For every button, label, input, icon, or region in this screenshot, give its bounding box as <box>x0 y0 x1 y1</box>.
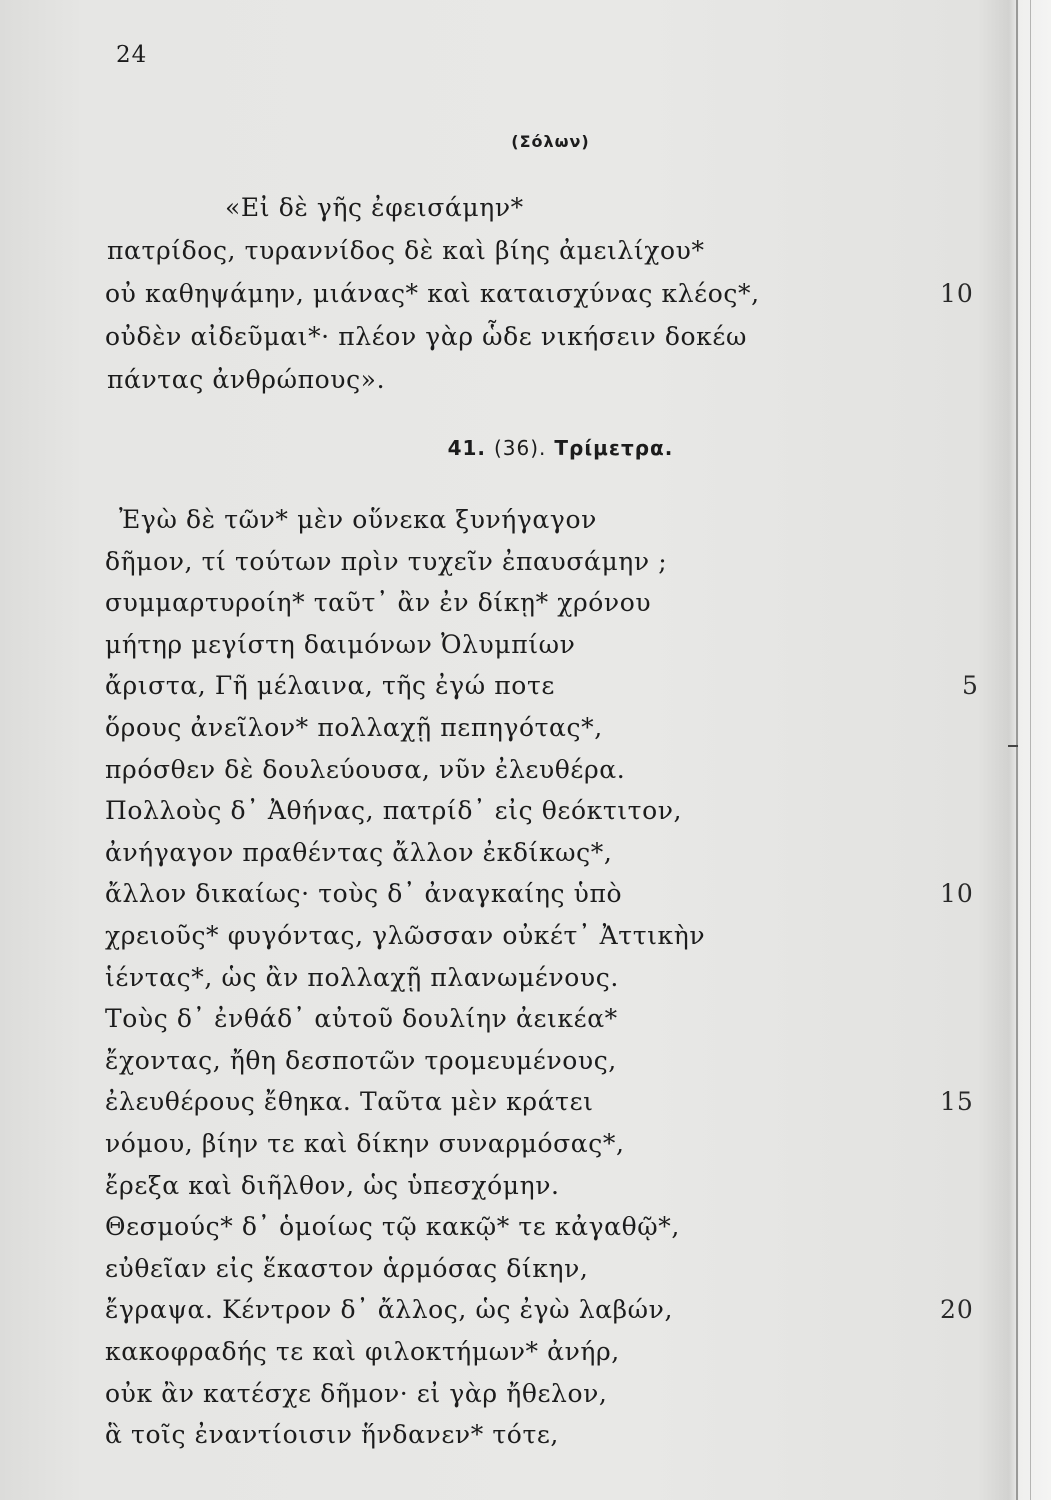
verse-line: Θεσμούς* δ᾽ ὁμοίως τῷ κακῷ* τε κἀγαθῷ*, <box>105 1212 680 1242</box>
verse-line: ἄριστα, Γῆ μέλαινα, τῆς ἐγώ ποτε <box>105 671 555 701</box>
verse-line: ἀνήγαγον πραθέντας ἄλλον ἐκδίκως*, <box>105 837 613 867</box>
verse-line: πρόσθεν δὲ δουλεύουσα, νῦν ἐλευθέρα. <box>105 754 626 784</box>
verse-line: ἔρεξα καὶ διῆλθον, ὡς ὑπεσχόμην. <box>105 1170 560 1200</box>
section-title-text: Τρίμετρα. <box>554 436 674 460</box>
author-heading: (Σόλων) <box>511 132 590 151</box>
verse-line: πάντας ἀνθρώπους». <box>107 365 386 394</box>
verse-line: νόμου, βίην τε καὶ δίκην συναρμόσας*, <box>105 1129 625 1158</box>
line-number: 10 <box>940 279 974 308</box>
verse-line: Τοὺς δ᾽ ἐνθάδ᾽ αὐτοῦ δουλίην ἀεικέα* <box>105 1004 618 1034</box>
verse-line: ἱέντας*, ὡς ἂν πολλαχῇ πλανωμένους. <box>105 962 619 992</box>
verse-line: «Εἰ δὲ γῆς ἐφεισάμην* <box>225 193 524 222</box>
line-number: 20 <box>940 1295 974 1325</box>
section-alt-number: (36). <box>493 436 547 460</box>
verse-line: πατρίδος, τυραννίδος δὲ καὶ βίης ἀμειλίχου* <box>107 236 705 265</box>
gutter-line-thin <box>1030 0 1031 1500</box>
section-title <box>0 436 1051 460</box>
verse-line: οὐκ ἂν κατέσχε δῆμον· εἰ γὰρ ἤθελον, <box>105 1378 608 1408</box>
verse-line: Πολλοὺς δ᾽ Ἀθήνας, πατρίδ᾽ εἰς θεόκτιτον, <box>105 796 683 826</box>
verse-line: οὐδὲν αἰδεῦμαι*· πλέον γὰρ ὧδε νικήσειν δοκέω <box>105 322 747 351</box>
page-number: 24 <box>116 42 148 68</box>
line-number: 5 <box>962 671 979 701</box>
verse-line: συμμαρτυροίη* ταῦτ᾽ ἂν ἐν δίκῃ* χρόνου <box>105 588 652 618</box>
verse-line: ἔγραψα. Κέντρον δ᾽ ἄλλος, ὡς ἐγὼ λαβών, <box>105 1295 674 1325</box>
line-number: 10 <box>940 879 974 909</box>
gutter-line <box>1016 0 1018 1500</box>
verse-line: ἄλλον δικαίως· τοὺς δ᾽ ἀναγκαίης ὑπὸ <box>105 879 623 909</box>
verse-line: ἃ τοῖς ἐναντίοισιν ἥνδανεν* τότε, <box>105 1420 559 1450</box>
verse-line: ἔχοντας, ἤθη δεσποτῶν τρομευμένους, <box>105 1045 617 1075</box>
verse-line: κακοφραδής τε καὶ φιλοκτήμων* ἀνήρ, <box>105 1337 620 1366</box>
verse-line: δῆμον, τί τούτων πρὶν τυχεῖν ἐπαυσάμην ; <box>105 546 668 576</box>
verse-line: οὐ καθηψάμην, μιάνας* καὶ καταισχύνας κλέος*, <box>105 279 760 308</box>
verse-line: Ἐγὼ δὲ τῶν* μὲν οὕνεκα ξυνήγαγον <box>119 505 597 534</box>
line-number: 15 <box>940 1087 974 1117</box>
verse-line: εὐθεῖαν εἰς ἕκαστον ἁρμόσας δίκην, <box>105 1253 589 1283</box>
margin-mark <box>1008 745 1018 747</box>
section-number: 41. <box>447 436 487 460</box>
verse-line: χρειοῦς* φυγόντας, γλῶσσαν οὐκέτ᾽ Ἀττικὴν <box>105 921 706 950</box>
verse-line: ἐλευθέρους ἔθηκα. Ταῦτα μὲν κράτει <box>105 1087 594 1117</box>
verse-line: μήτηρ μεγίστη δαιμόνων Ὀλυμπίων <box>105 629 576 659</box>
verse-line: ὅρους ἀνεῖλον* πολλαχῇ πεπηγότας*, <box>105 713 603 742</box>
